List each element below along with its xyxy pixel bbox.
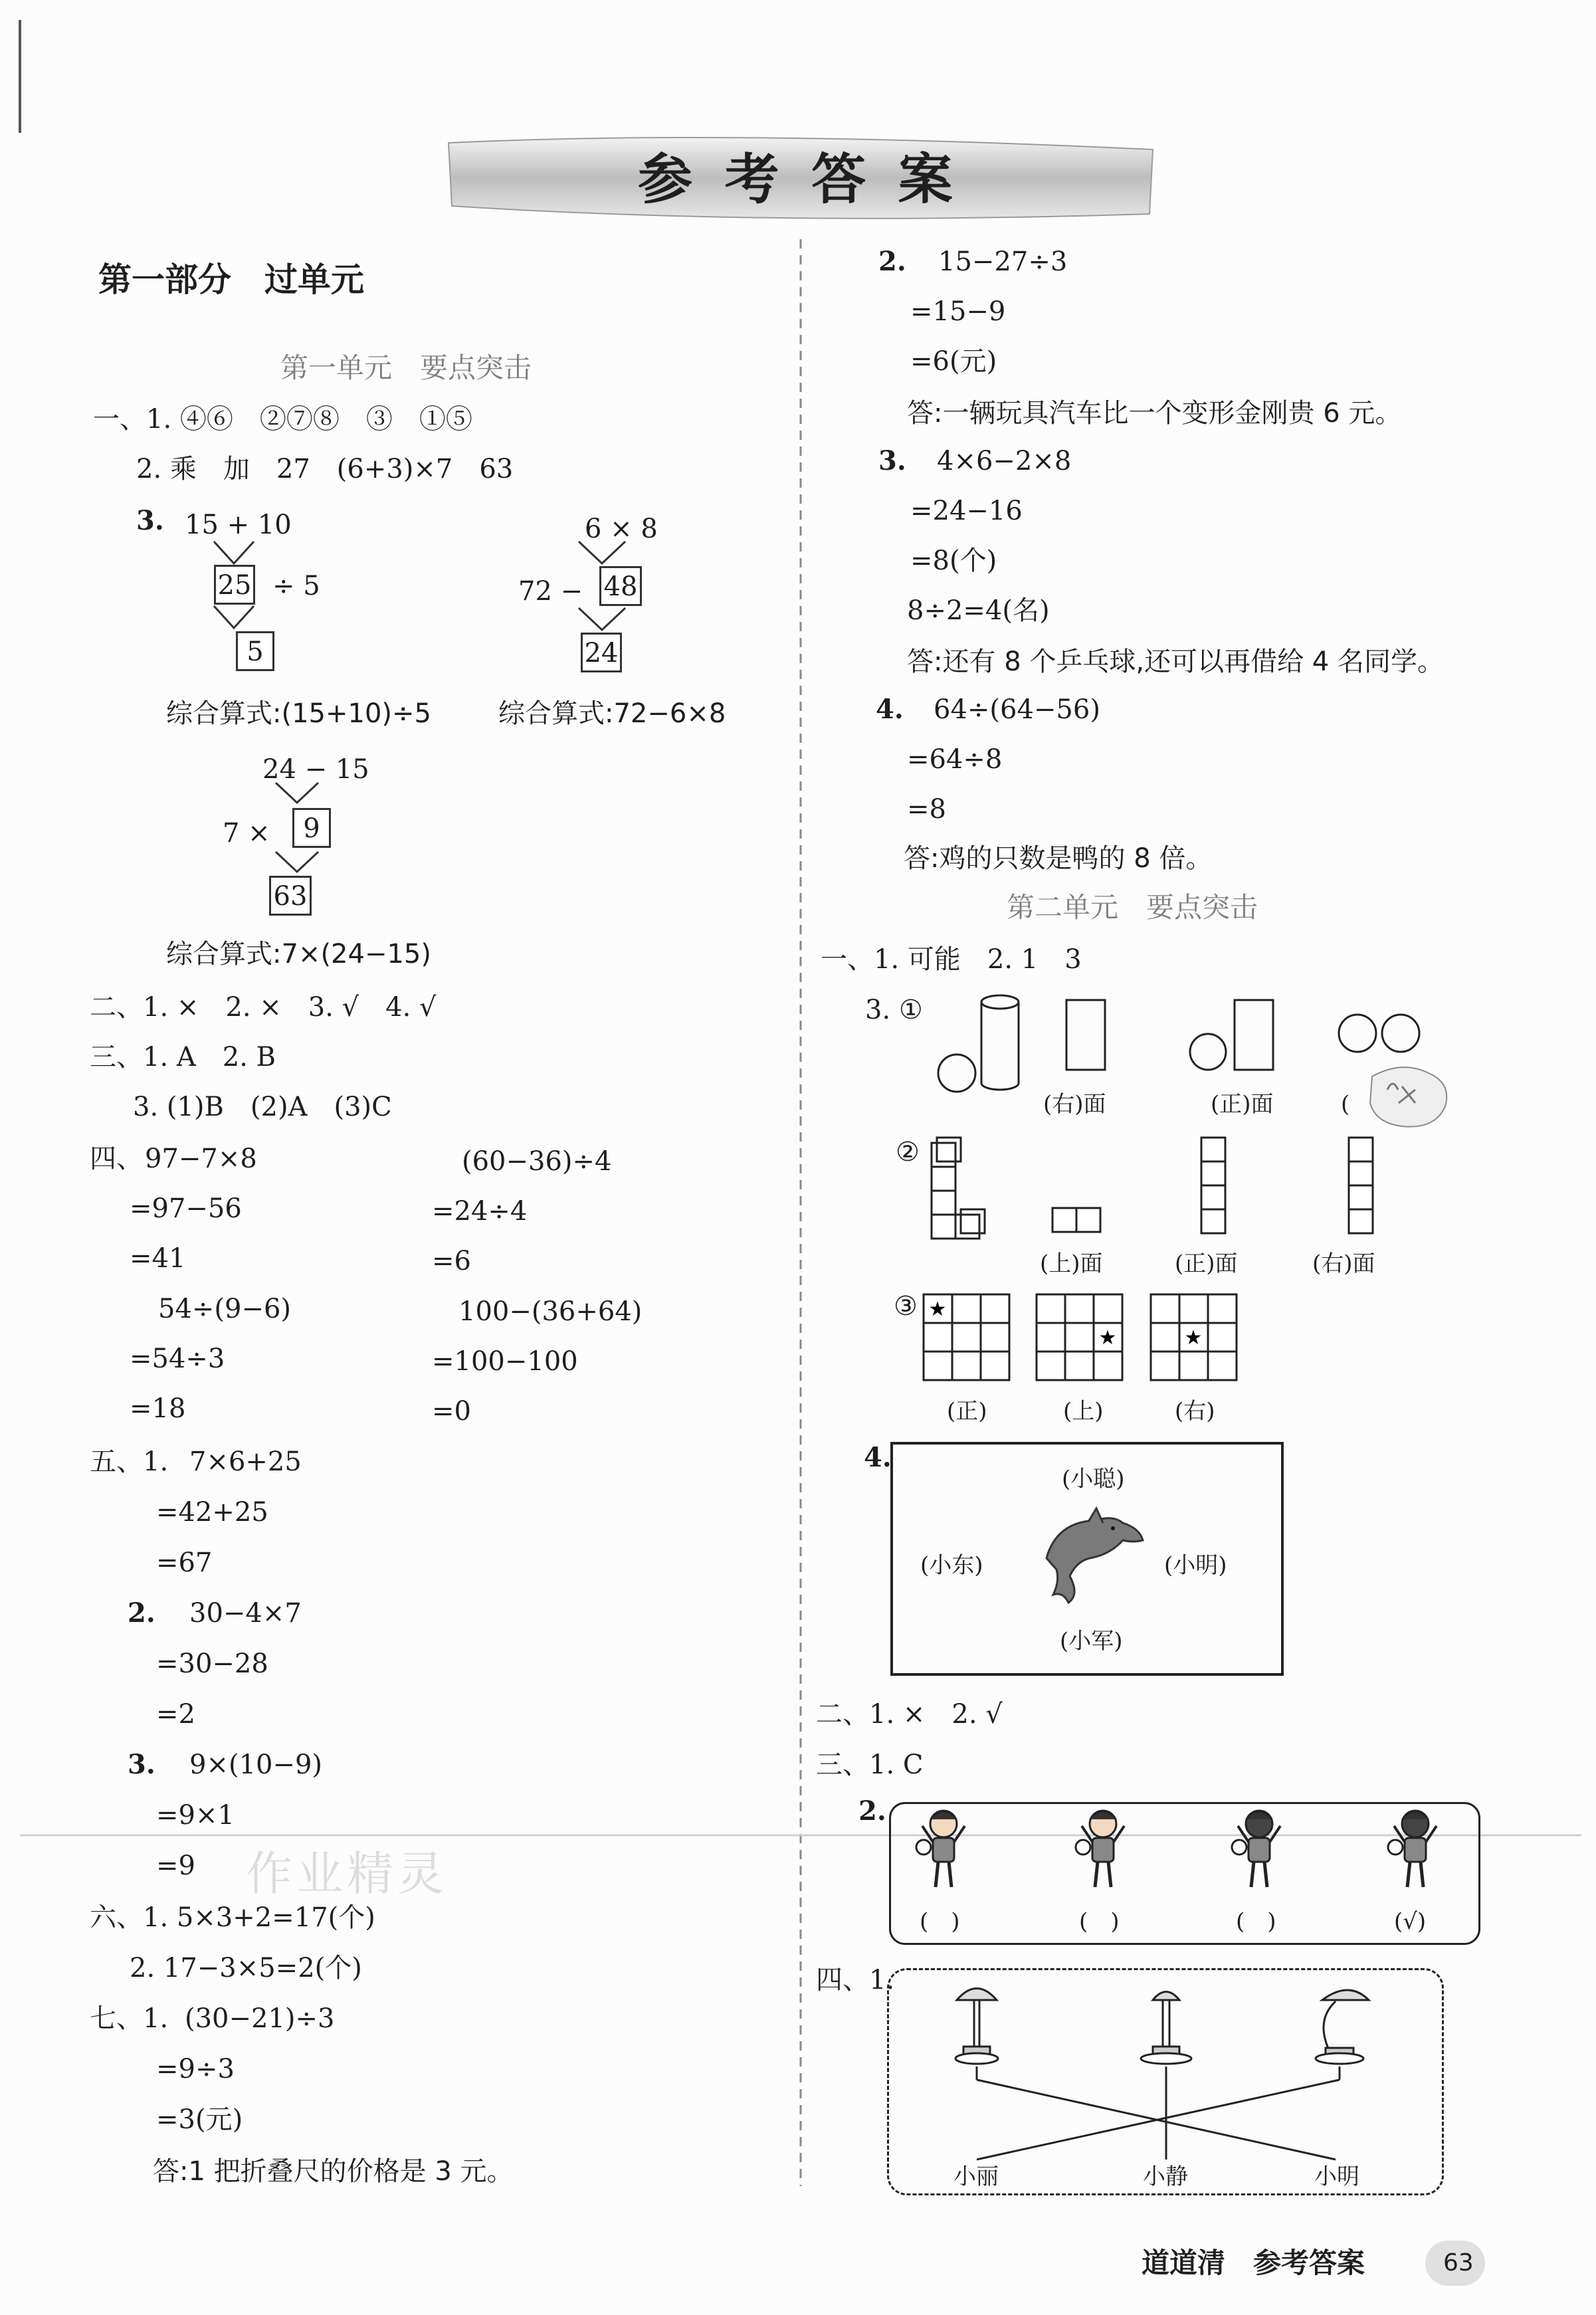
unit2-title: 第二单元 要点突击 <box>1007 891 1258 924</box>
r-q3-answer: 答:还有 8 个乒乓球,还可以再借给 4 名同学。 <box>907 647 1444 677</box>
u1-s6-q2: 2. 17−3×5=2(个) <box>130 1953 362 1983</box>
s5-p1-1: =42+25 <box>156 1497 268 1528</box>
boy-answer-2: ( ) <box>1236 1908 1276 1935</box>
s4-c2-3: 100−(36+64) <box>458 1296 643 1327</box>
s4-c2-5: =0 <box>432 1396 471 1427</box>
u1-s2: 二、1. × 2. × 3. √ 4. √ <box>90 992 437 1023</box>
tree-c-box2: 63 <box>269 876 312 916</box>
name-1: 小静 <box>1143 2164 1188 2190</box>
r-q4-line1: =64÷8 <box>907 744 1003 775</box>
u1-s1-q1: 一、1. ④⑥ ②⑦⑧ ③ ①⑤ <box>93 404 472 435</box>
u2-q4-num: 4. <box>864 1442 892 1473</box>
r-q4-answer: 答:鸡的只数是鸭的 8 倍。 <box>904 843 1213 874</box>
s5-p2-0: 30−4×7 <box>189 1598 302 1629</box>
s7-answer: 答:1 把折叠尺的价格是 3 元。 <box>153 2156 514 2187</box>
boy-answer-3: (√) <box>1394 1908 1427 1935</box>
u1-s3-q1: 三、1. A 2. B <box>90 1042 276 1072</box>
s5-p3-2: =9 <box>156 1851 195 1881</box>
star-icon: ★ <box>1098 1326 1117 1350</box>
s4-c1-4: =54÷3 <box>130 1344 225 1374</box>
name-2: 小明 <box>1314 2164 1359 2190</box>
view3-label-2: (右) <box>1175 1398 1215 1425</box>
u2-s4: 四、1. <box>816 1965 895 1995</box>
u1-s7-label: 七、1. <box>90 2003 169 2034</box>
u2-s1: 一、1. 可能 2. 1 3 <box>821 944 1082 975</box>
dolphin-bottom-label: (小军) <box>1060 1628 1123 1655</box>
r-q4-num: 4. <box>876 694 904 725</box>
tree-c-formula: 综合算式:7×(24−15) <box>166 939 431 969</box>
r-q4-line2: =8 <box>907 794 946 825</box>
view1-label-2: ( <box>1341 1091 1350 1118</box>
tree-a-op: ÷ 5 <box>272 571 320 601</box>
tree-a-top: 15 + 10 <box>185 510 292 540</box>
r-q3-line2: =8(个) <box>910 546 997 576</box>
dolphin-left-label: (小东) <box>920 1552 983 1579</box>
r-q2-line1: =15−9 <box>910 296 1006 327</box>
u1-s1-q2: 2. 乘 加 27 (6+3)×7 63 <box>136 454 514 484</box>
r-q3-line1: =24−16 <box>910 496 1023 526</box>
r-q3-line3: 8÷2=4(名) <box>907 595 1050 626</box>
page-title: 参 考 答 案 <box>638 148 959 211</box>
u2-s2: 二、1. × 2. √ <box>816 1699 1003 1730</box>
tree-c-left: 7 × <box>223 818 270 849</box>
r-q2-line2: =6(元) <box>910 346 997 377</box>
u1-s3-q2: 3. (1)B (2)A (3)C <box>133 1092 392 1122</box>
r-q3-line0: 4×6−2×8 <box>937 446 1072 476</box>
s7-line-1: =9÷3 <box>156 2054 235 2084</box>
u1-s1-q3-num: 3. <box>136 505 164 536</box>
view3-label-1: (上) <box>1063 1398 1104 1425</box>
s7-line-0: (30−21)÷3 <box>185 2003 335 2034</box>
tree-b-left: 72 − <box>518 576 583 607</box>
view1-label-0: (右)面 <box>1043 1091 1106 1118</box>
unit1-title: 第一单元 要点突击 <box>280 352 532 384</box>
u2-s3-q1: 三、1. C <box>816 1750 924 1780</box>
view2-label-2: (右)面 <box>1312 1251 1375 1277</box>
part-title: 第一部分 过单元 <box>98 260 364 299</box>
star-icon: ★ <box>928 1298 947 1321</box>
s5-p1-2: =67 <box>156 1548 213 1578</box>
tree-a-box2: 5 <box>236 631 274 671</box>
boy-answer-1: ( ) <box>1079 1908 1120 1935</box>
s4-c1-5: =18 <box>130 1393 186 1424</box>
tree-a-box1: 25 <box>214 565 255 605</box>
u2-c2: ② <box>896 1137 920 1167</box>
tree-a-formula: 综合算式:(15+10)÷5 <box>166 698 431 729</box>
u2-c3: ③ <box>894 1291 918 1322</box>
s4-c2-2: =6 <box>432 1246 471 1276</box>
s4-c1-0: 97−7×8 <box>145 1144 257 1174</box>
page-number: 63 <box>1443 2249 1474 2276</box>
s5-n3: 3. <box>128 1749 155 1780</box>
u1-s4-label: 四、 <box>90 1144 143 1174</box>
s7-line-2: =3(元) <box>156 2104 243 2135</box>
s5-p2-2: =2 <box>156 1699 195 1730</box>
r-q2-line0: 15−27÷3 <box>938 247 1068 277</box>
u1-s6-q1: 六、1. 5×3+2=17(个) <box>90 1902 375 1933</box>
s4-c2-4: =100−100 <box>432 1346 578 1377</box>
s4-c1-3: 54÷(9−6) <box>158 1294 292 1324</box>
s5-n2: 2. <box>128 1597 155 1629</box>
footer-brand: 道道清 参考答案 <box>1142 2247 1365 2279</box>
tree-b-box2: 24 <box>581 633 622 672</box>
view2-label-1: (正)面 <box>1175 1251 1238 1277</box>
u2-s3-q2: 2. <box>858 1795 886 1827</box>
s5-p3-1: =9×1 <box>156 1800 235 1831</box>
s4-c2-1: =24÷4 <box>432 1196 528 1227</box>
tree-c-top: 24 − 15 <box>262 754 369 785</box>
view1-label-1: (正)面 <box>1211 1091 1274 1118</box>
boy-answer-0: ( ) <box>920 1908 960 1935</box>
name-0: 小丽 <box>953 2164 999 2190</box>
s4-c1-2: =41 <box>130 1243 186 1274</box>
r-q2-answer: 答:一辆玩具汽车比一个变形金刚贵 6 元。 <box>907 398 1402 429</box>
s5-p1-0: 7×6+25 <box>189 1447 302 1477</box>
u1-s5-label: 五、1. <box>90 1447 169 1477</box>
s4-c1-1: =97−56 <box>130 1193 242 1224</box>
tree-b-formula: 综合算式:72−6×8 <box>498 698 726 729</box>
r-q2-num: 2. <box>878 246 906 277</box>
view3-label-0: (正) <box>947 1398 987 1425</box>
u2-s1-q3: 3. ① <box>865 995 923 1025</box>
s5-p3-0: 9×(10−9) <box>189 1750 323 1780</box>
s4-c2-0: (60−36)÷4 <box>462 1146 612 1177</box>
star-icon: ★ <box>1184 1326 1203 1350</box>
r-q3-num: 3. <box>878 445 906 476</box>
view2-label-0: (上)面 <box>1040 1251 1103 1277</box>
r-q4-line0: 64÷(64−56) <box>934 694 1100 725</box>
s5-p2-1: =30−28 <box>156 1649 268 1679</box>
tree-b-box1: 48 <box>599 566 642 606</box>
dolphin-right-label: (小明) <box>1164 1552 1227 1579</box>
watermark: 作业精灵 <box>246 1847 448 1901</box>
tree-b-top: 6 × 8 <box>585 514 658 544</box>
dolphin-top-label: (小聪) <box>1062 1466 1125 1492</box>
tree-c-box1: 9 <box>292 808 331 848</box>
